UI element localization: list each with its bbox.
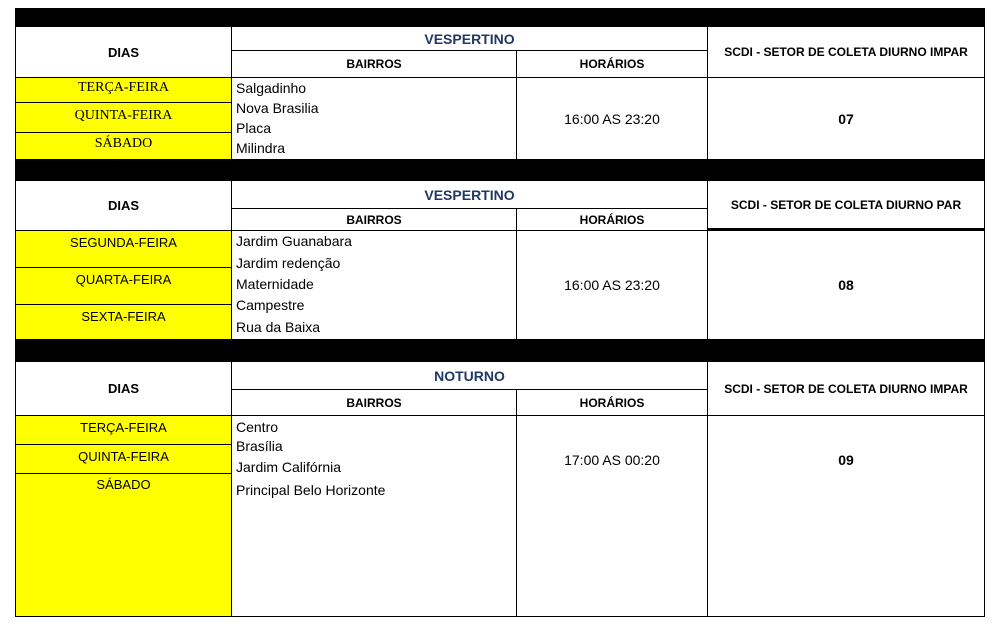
day-label: SEXTA-FEIRA	[81, 309, 166, 324]
section-1-dias-header	[15, 26, 232, 78]
section-3-setor-cell	[707, 415, 985, 617]
bairros-header-label: BAIRROS	[346, 212, 402, 227]
bairro-item: Milindra	[236, 140, 286, 156]
section-3-day-2	[15, 444, 232, 474]
section-2-top-bar	[15, 160, 985, 180]
section-3-bairros-cell	[231, 415, 517, 617]
day-label: TERÇA-FEIRA	[78, 80, 169, 95]
day-label: TERÇA-FEIRA	[80, 420, 167, 435]
day-label: QUINTA-FEIRA	[74, 108, 173, 123]
dias-header-label: DIAS	[107, 44, 140, 60]
bairros-header-label: BAIRROS	[346, 395, 402, 410]
bairro-item: Nova Brasilia	[236, 100, 319, 116]
bairro-item: Salgadinho	[236, 80, 307, 96]
period-label: NOTURNO	[434, 367, 505, 384]
section-1-bairros-cell	[231, 77, 517, 160]
bairro-item: Campestre	[236, 297, 305, 313]
section-2-period-header	[231, 180, 708, 209]
setor-number: 08	[838, 277, 854, 293]
horario-value: 17:00 AS 00:20	[564, 452, 660, 468]
section-2-bairros-cell	[231, 230, 517, 340]
day-label: SÁBADO	[96, 477, 151, 492]
section-3-period-header	[231, 361, 708, 390]
bairro-item: Jardim Guanabara	[236, 233, 352, 249]
section-2-bairros-header	[231, 208, 517, 231]
horario-value: 16:00 AS 23:20	[564, 110, 660, 127]
day-label: QUARTA-FEIRA	[75, 272, 172, 287]
section-1-bairros-header	[231, 50, 517, 78]
bairro-item: Jardim redenção	[236, 255, 341, 271]
bairro-item: Jardim Califórnia	[236, 459, 342, 475]
section-2-setor-cell	[707, 230, 985, 340]
period-label: VESPERTINO	[424, 30, 515, 47]
horarios-header-label: HORÁRIOS	[579, 212, 645, 227]
bairros-header-label: BAIRROS	[346, 57, 402, 71]
section-2-day-1	[15, 230, 232, 268]
section-1-horarios-header	[516, 50, 708, 78]
scdi-label: SCDI - SETOR DE COLETA DIURNO IMPAR	[724, 381, 968, 396]
section-3-day-3	[15, 473, 232, 617]
section-2-day-3	[15, 304, 232, 340]
setor-number: 09	[838, 452, 854, 468]
section-3-dias-header	[15, 361, 232, 416]
dias-header-label: DIAS	[107, 381, 140, 396]
section-2-horarios-header	[516, 208, 708, 231]
section-2-scdi-header	[707, 180, 985, 231]
section-3-top-bar	[15, 340, 985, 361]
section-3-horarios-header	[516, 389, 708, 416]
scdi-label: SCDI - SETOR DE COLETA DIURNO IMPAR	[724, 45, 968, 59]
day-label: QUINTA-FEIRA	[78, 449, 169, 464]
section-1-day-1	[15, 77, 232, 103]
bairro-item: Placa	[236, 120, 272, 136]
section-3-day-1	[15, 415, 232, 445]
section-1-scdi-header	[707, 26, 985, 78]
bairro-item: Rua da Baixa	[236, 319, 321, 335]
section-1-top-bar	[15, 8, 985, 26]
bairro-item: Principal Belo Horizonte	[236, 482, 386, 498]
section-1-setor-cell	[707, 77, 985, 160]
day-label: SÁBADO	[94, 136, 153, 151]
horario-value: 16:00 AS 23:20	[564, 277, 660, 293]
section-3-horario-cell	[516, 415, 708, 617]
section-1-day-3	[15, 132, 232, 160]
section-1-period-header	[231, 26, 708, 51]
day-label: SEGUNDA-FEIRA	[70, 235, 177, 250]
bairro-item: Centro	[236, 419, 279, 435]
bairro-item: Brasília	[236, 438, 283, 454]
setor-number: 07	[838, 110, 854, 127]
section-2-dias-header	[15, 180, 232, 231]
period-label: VESPERTINO	[424, 186, 515, 203]
section-1-horario-cell	[516, 77, 708, 160]
horarios-header-label: HORÁRIOS	[579, 57, 645, 71]
horarios-header-label: HORÁRIOS	[579, 395, 645, 410]
section-3-scdi-header	[707, 361, 985, 416]
scdi-label: SCDI - SETOR DE COLETA DIURNO PAR	[730, 197, 962, 212]
bairro-item: Maternidade	[236, 276, 314, 292]
section-3-bairros-header	[231, 389, 517, 416]
section-2-horario-cell	[516, 230, 708, 340]
section-2-day-2	[15, 267, 232, 305]
dias-header-label: DIAS	[107, 198, 140, 213]
section-1-day-2	[15, 102, 232, 133]
